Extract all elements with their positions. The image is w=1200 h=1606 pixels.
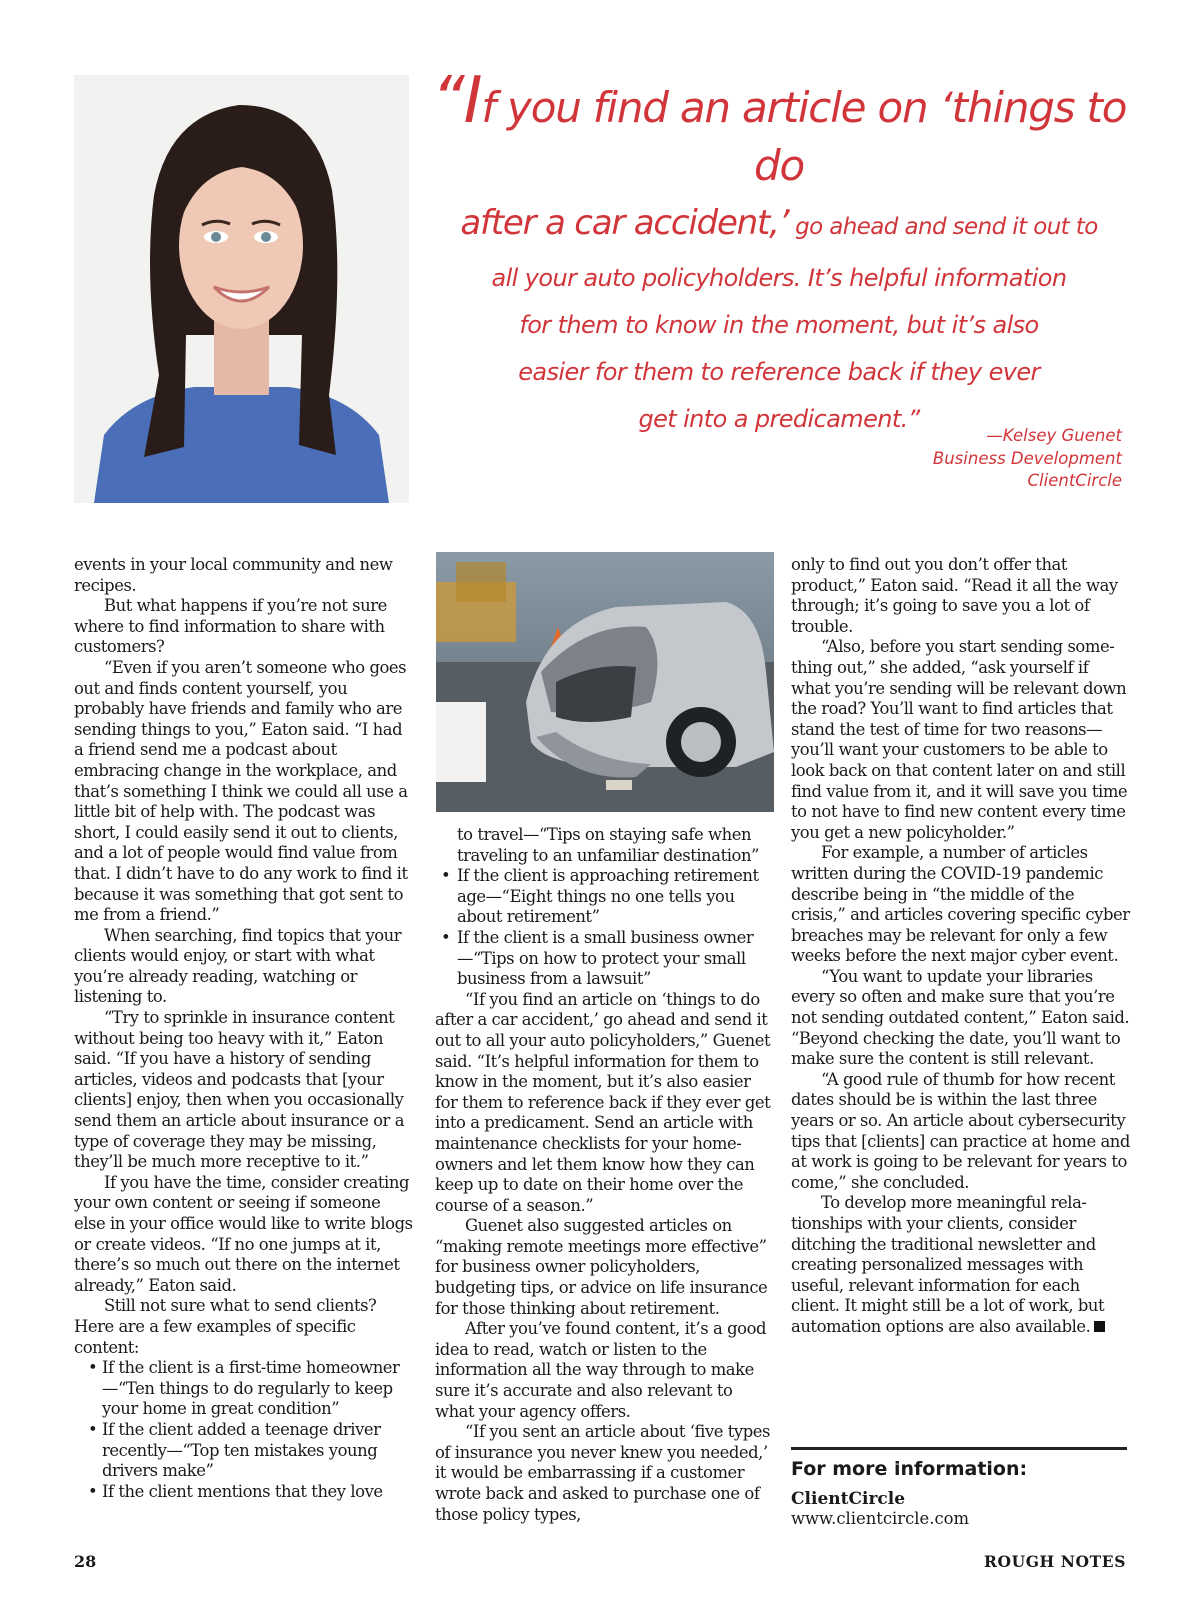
- portrait-photo: [74, 75, 409, 503]
- paragraph-final: To develop more meaningful relationships with your clients, consider ditching the traditional newsletter and creating personalized messages with useful, relevant information for each client. It might still be a lot of work, but automation options are also available.: [791, 1193, 1105, 1336]
- example-list: [74, 1358, 414, 1502]
- more-info-title: For more information:: [791, 1458, 1028, 1480]
- list-item: • If the client is a first-time homeowner—“Ten things to do regularly to keep your home in great condition”: [74, 1358, 414, 1420]
- quote-line-5: easier for them to reference back if they ever: [518, 358, 1040, 386]
- quote-line-4: for them to know in the moment, but it’s also: [519, 311, 1039, 339]
- paragraph: “You want to update your libraries every so often and make sure that you’re not sending outdated content,” Eaton said. “Beyond checking the date, you’ll want to make sure the content is still relevant.: [791, 966, 1130, 1069]
- list-item-continuation: to travel—“Tips on staying safe when traveling to an unfamiliar destination”: [457, 825, 759, 865]
- paragraph: But what happens if you’re not sure where to find information to share with customers?: [74, 596, 387, 657]
- list-item: • If the client mentions that they love: [74, 1482, 414, 1503]
- pull-quote: [420, 64, 1138, 443]
- list-item: • If the client added a teenage driver recently—“Top ten mistakes young drivers make”: [74, 1420, 414, 1482]
- article-column-3: [791, 555, 1131, 1338]
- quote-attribution: [933, 425, 1122, 493]
- end-mark-icon: [1094, 1321, 1105, 1332]
- magazine-name: ROUGH NOTES: [984, 1552, 1126, 1571]
- quote-line-2: after a car accident,’ go ahead and send it out to: [460, 203, 1098, 243]
- paragraph: “Even if you aren’t someone who goes out and finds content yourself, you probably have friends and family who are sending things to you,” Eaton said. “I had a friend send me a podcast about embracing change in the workplace, and that’s something I think we could all use a little bit of help with. The podcast was short, I could easily send it out to clients, and a lot of people would find value from that. I didn’t have to do any work to find it because it was something that got sent to me from a friend.”: [74, 657, 408, 925]
- more-info-org: ClientCircle: [791, 1489, 906, 1509]
- info-divider: [791, 1447, 1127, 1450]
- attribution-name: —Kelsey Guenet: [986, 426, 1122, 445]
- article-column-2: [435, 825, 775, 1525]
- paragraph: When searching, find topics that your clients would enjoy, or start with what you’re already reading, watching or listening to.: [74, 925, 402, 1007]
- quote-line-1: “If you find an article on ‘things to do: [431, 64, 1127, 190]
- paragraph: Guenet also suggested articles on “making remote meetings more effective” for business owner policyholders, budgeting tips, or advice on life insurance for those thinking about retirement.: [435, 1216, 768, 1318]
- car-accident-illustration: [436, 552, 774, 812]
- car-accident-photo: [436, 552, 774, 812]
- attribution-company: ClientCircle: [1027, 471, 1122, 490]
- more-info-url[interactable]: www.clientcircle.com: [791, 1509, 970, 1528]
- example-list: [435, 866, 775, 990]
- quote-opening-mark: “I: [431, 64, 482, 138]
- paragraph: For example, a number of articles written during the COVID-19 pandemic describe being in “the middle of the crisis,” and articles covering specific cyber breaches may be relevant for only a few weeks before the next major cyber event.: [791, 843, 1130, 966]
- paragraph: “If you find an article on ‘things to do after a car accident,’ go ahead and send it out to all your auto policyholders,” Guenet said. “It’s helpful information for them to know in the moment, but it’s also easier for them to reference back if they ever get into a predicament. Send an article with maintenance checklists for your homeowners and let them know how they can keep up to date on their home over the course of a season.”: [435, 989, 771, 1215]
- paragraph: “Also, before you start sending something out,” she added, “ask yourself if what you’re sending will be relevant down the road? You’ll want to find articles that stand the test of time for two reasons—you’ll want your customers to be able to look back on that content later on and still find value from it, and it will save you time to not have to find new content every time you get a new policyholder.”: [791, 637, 1128, 842]
- quote-line-3: all your auto policyholders. It’s helpful information: [491, 264, 1067, 292]
- portrait-illustration: [74, 75, 409, 503]
- list-item: • If the client is approaching retirement age—“Eight things no one tells you about retirement”: [435, 866, 775, 928]
- article-column-1: [74, 555, 414, 1502]
- quote-line-6: get into a predicament.”: [638, 405, 920, 433]
- attribution-role: Business Development: [932, 448, 1122, 468]
- paragraph: Still not sure what to send clients? Here are a few examples of specific content:: [74, 1296, 377, 1357]
- paragraph: events in your local community and new recipes.: [74, 555, 393, 595]
- paragraph: “A good rule of thumb for how recent dates should be is within the last three years or so. An article about cybersecurity tips that [clients] can practice at home and at work is going to be relevant for years to come,” she concluded.: [791, 1069, 1130, 1192]
- paragraph: “If you sent an article about ‘five types of insurance you never knew you needed,’ it would be embarrassing if a customer wrote back and asked to purchase one of those policy types,: [435, 1422, 770, 1524]
- page-number: 28: [74, 1552, 97, 1571]
- paragraph: After you’ve found content, it’s a good idea to read, watch or listen to the information all the way through to make sure it’s accurate and also relevant to what your agency offers.: [435, 1319, 767, 1421]
- list-item: • If the client is a small business owner—“Tips on how to protect your small business from a lawsuit”: [435, 928, 775, 990]
- paragraph: only to find out you don’t offer that product,” Eaton said. “Read it all the way through; it’s going to save you a lot of trouble.: [791, 555, 1118, 636]
- paragraph: If you have the time, consider creating your own content or seeing if someone else in your office would like to write blogs or create videos. “If no one jumps at it, there’s so much out there on the internet already,” Eaton said.: [74, 1172, 413, 1295]
- paragraph: “Try to sprinkle in insurance content without being too heavy with it,” Eaton said. “If you have a history of sending articles, videos and podcasts that [your clients] enjoy, then when you occasionally send them an article about insurance or a type of coverage they may be missing, they’ll be much more receptive to it.”: [74, 1008, 405, 1172]
